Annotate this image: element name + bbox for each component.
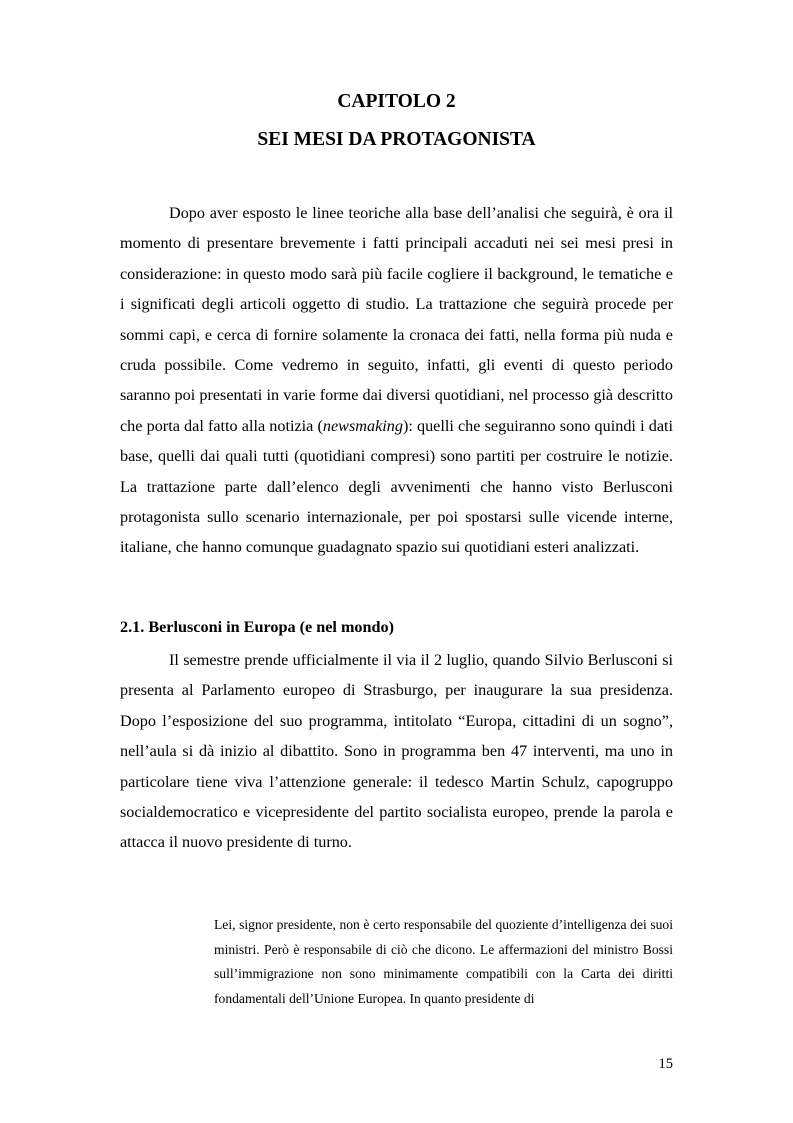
newsmaking-term: newsmaking	[322, 416, 403, 435]
intro-text-part2: ): quelli che seguiranno sono quindi i dati base, quelli dai quali tutti (quotidiani compresi) sono partiti per costruire le notizie. La trattazione parte dall’elenco degli avvenimenti che hanno visto Berlusconi protagonista sullo scenario internazionale, per poi spostarsi sulle vicende interne, italiane, che hanno comunque guadagnato spazio sui quotidiani esteri analizzati.	[120, 416, 673, 557]
section-paragraph: Il semestre prende ufficialmente il via il 2 luglio, quando Silvio Berlusconi si presenta al Parlamento europeo di Strasburgo, per inaugurare la sua presidenza. Dopo l’esposizione del suo programma, intitolato “Europa, cittadini di un sogno”, nell’aula si dà inizio al dibattito. Sono in programma ben 47 interventi, ma uno in particolare tiene viva l’attenzione generale: il tedesco Martin Schulz, capogruppo socialdemocratico e vicepresidente del partito socialista europeo, prende la parola e attacca il nuovo presidente di turno.	[120, 651, 673, 852]
chapter-number: CAPITOLO 2	[337, 91, 456, 112]
page-number: 15	[658, 1056, 673, 1072]
section-heading: 2.1. Berlusconi in Europa (e nel mondo)	[120, 618, 395, 636]
intro-text-part1: Dopo aver esposto le linee teoriche alla base dell’analisi che seguirà, è ora il momento di presentare brevemente i fatti principali accaduti nei sei mesi presi in considerazione: in questo modo sarà più facile cogliere il background, le tematiche e i significati degli articoli oggetto di studio. La trattazione che seguirà procede per sommi capi, e cerca di fornire solamente la cronaca dei fatti, nella forma più nuda e cruda possibile. Come vedremo in seguito, infatti, gli eventi di questo periodo saranno poi presentati in varie forme dai diversi quotidiani, nel processo già descritto che porta dal fatto alla notizia (	[120, 204, 673, 435]
intro-paragraph	[120, 198, 673, 563]
chapter-title: SEI MESI DA PROTAGONISTA	[257, 129, 536, 150]
block-quote: Lei, signor presidente, non è certo responsabile del quoziente d’intelligenza dei suoi ministri. Però è responsabile di ciò che dicono. Le affermazioni del ministro Bossi sull’immigrazione non sono minimamente compatibili con la Carta dei diritti fondamentali dell’Unione Europea. In quanto presidente di	[214, 917, 673, 1006]
